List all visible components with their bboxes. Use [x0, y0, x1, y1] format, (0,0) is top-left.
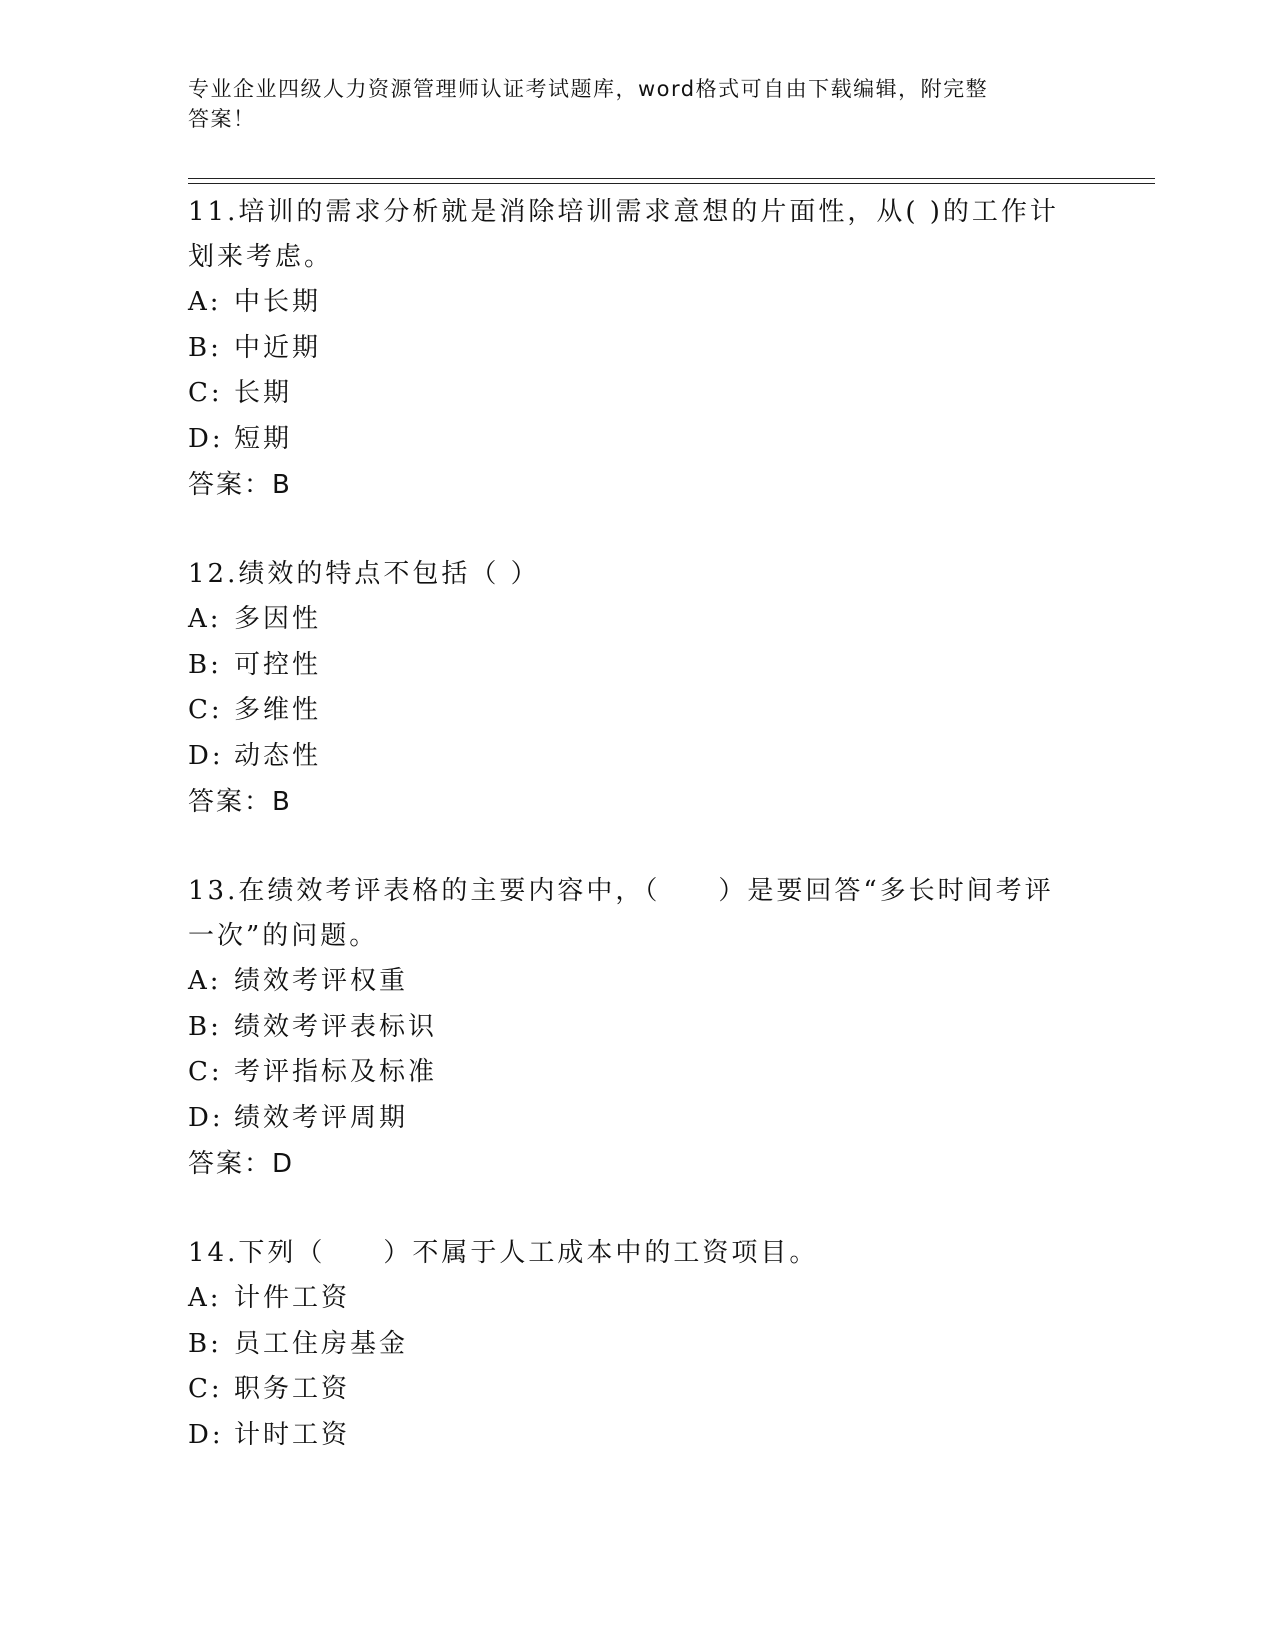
option-letter: A:: [188, 287, 222, 317]
question-text: [188, 552, 1078, 597]
option-letter: C:: [188, 1374, 223, 1404]
answer-line: 答案：B: [188, 787, 292, 817]
option-text: 绩效考评权重: [234, 966, 409, 996]
answer-line: 答案：D: [188, 1149, 295, 1179]
option-b: [188, 1005, 1088, 1051]
option-a: [188, 1276, 1088, 1322]
question-text: [188, 1231, 1078, 1276]
option-c: [188, 688, 1088, 734]
option-d: [188, 417, 1088, 463]
option-letter: C:: [188, 1057, 223, 1087]
question-spacer: [188, 825, 1088, 869]
option-text: 绩效考评表标识: [234, 1011, 438, 1042]
question-text-line: 14.下列（ ）不属于人工成本中的工资项目。: [188, 1238, 819, 1268]
option-c: [188, 1050, 1088, 1096]
option-letter: C:: [188, 378, 223, 408]
question-text-line: 12.绩效的特点不包括（ ）: [188, 559, 540, 589]
option-text: 多维性: [234, 695, 322, 725]
question-text: [188, 869, 1078, 959]
option-b: [188, 643, 1088, 689]
header-line-1: 专业企业四级人力资源管理师认证考试题库，word格式可自由下载编辑，附完整: [188, 77, 989, 101]
option-a: [188, 597, 1088, 643]
question-spacer: [188, 1187, 1088, 1231]
question-spacer: [188, 508, 1088, 552]
option-a: [188, 959, 1088, 1005]
option-letter: D:: [188, 423, 224, 454]
option-text: 职务工资: [234, 1374, 351, 1404]
question-text-line: 13.在绩效考评表格的主要内容中，（ ）是要回答“多长时间考评: [188, 876, 1054, 906]
option-c: [188, 371, 1088, 417]
option-letter: D:: [188, 1102, 224, 1133]
question-14: [188, 1231, 1088, 1458]
question-list: [188, 190, 1088, 1458]
option-text: 计时工资: [234, 1419, 351, 1450]
option-letter: B:: [188, 332, 222, 363]
option-letter: C:: [188, 695, 223, 725]
header-divider: [188, 178, 1155, 184]
question-12: [188, 552, 1088, 825]
option-letter: D:: [188, 740, 224, 771]
option-d: [188, 1096, 1088, 1142]
option-letter: A:: [188, 604, 222, 634]
option-a: [188, 280, 1088, 326]
option-text: 短期: [234, 423, 293, 454]
option-b: [188, 326, 1088, 372]
header-line-2: 答案！: [188, 107, 256, 131]
option-text: 员工住房基金: [234, 1328, 409, 1359]
option-text: 计件工资: [234, 1283, 351, 1313]
option-letter: A:: [188, 966, 222, 996]
question-text-line: 11.培训的需求分析就是消除培训需求意想的片面性，从( )的工作计: [188, 197, 1059, 227]
option-text: 动态性: [234, 740, 322, 771]
question-text-line: 一次”的问题。: [188, 921, 379, 951]
option-text: 绩效考评周期: [234, 1102, 409, 1133]
question-13: [188, 869, 1088, 1187]
question-text: [188, 190, 1078, 280]
option-text: 多因性: [234, 604, 322, 634]
option-b: [188, 1322, 1088, 1368]
document-header: [188, 74, 1068, 134]
option-d: [188, 734, 1088, 780]
option-letter: B:: [188, 1011, 222, 1042]
option-letter: B:: [188, 1328, 222, 1359]
option-c: [188, 1367, 1088, 1413]
option-text: 中长期: [234, 287, 322, 317]
option-text: 中近期: [234, 332, 322, 363]
answer-line: 答案：B: [188, 470, 292, 500]
option-letter: A:: [188, 1283, 222, 1313]
option-d: [188, 1413, 1088, 1459]
option-letter: B:: [188, 649, 222, 680]
option-text: 可控性: [234, 649, 322, 680]
option-text: 考评指标及标准: [234, 1057, 438, 1087]
option-text: 长期: [234, 378, 293, 408]
option-letter: D:: [188, 1419, 224, 1450]
question-11: [188, 190, 1088, 508]
question-text-line: 划来考虑。: [188, 242, 334, 272]
